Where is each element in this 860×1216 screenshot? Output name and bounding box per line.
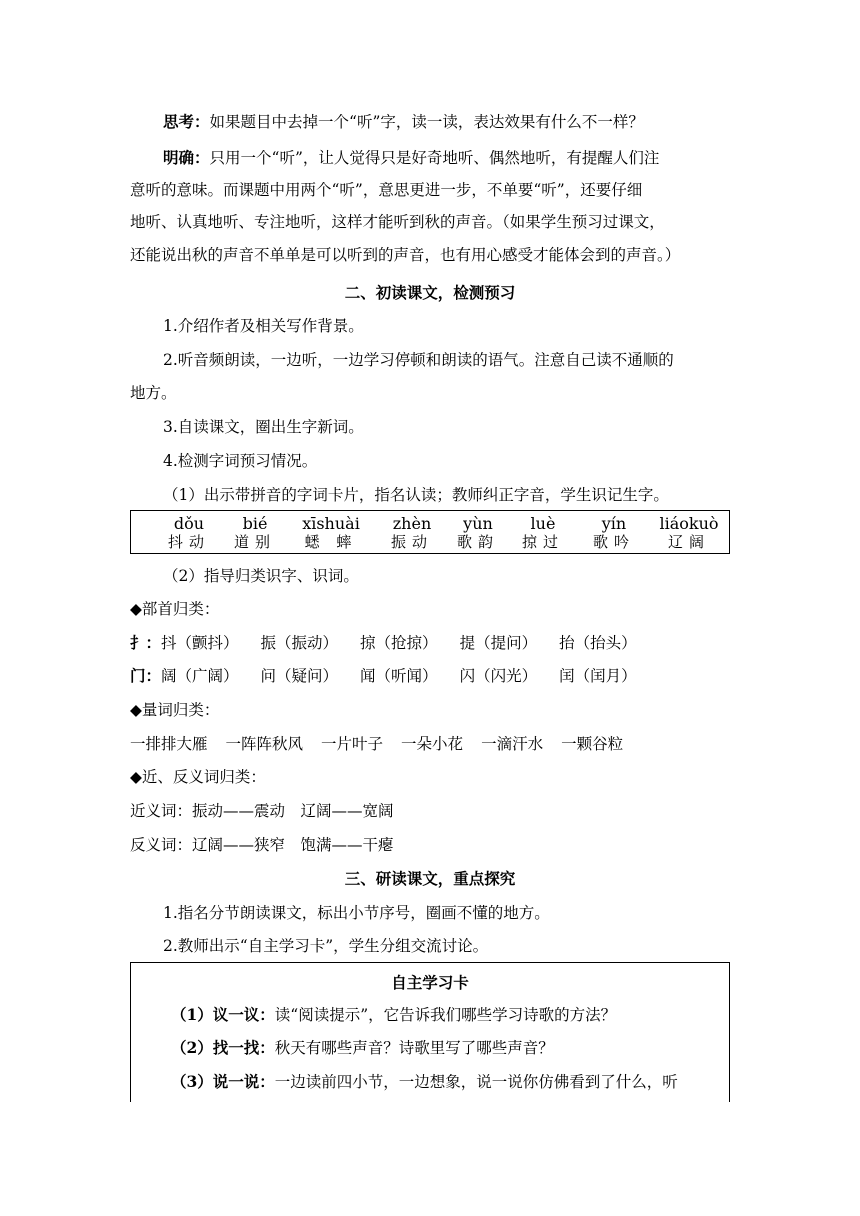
section-2-sub-1: （1）出示带拼音的字词卡片，指名认读；教师纠正字音，学生识记生字。 — [163, 486, 669, 504]
hanzi-text: 振动 — [390, 533, 433, 551]
self-study-card — [130, 962, 730, 1102]
pinyin-card — [159, 511, 219, 551]
pinyin-text: luè — [530, 514, 556, 533]
section-3-item-1: 1.指名分节朗读课文，标出小节序号，圈画不懂的地方。 — [163, 904, 550, 922]
clarify-line-4: 还能说出秋的声音不单单是可以听到的声音，也有用心感受才能体会到的声音。） — [130, 246, 681, 264]
hanzi-text: 蟋 蟀 — [304, 533, 358, 551]
card-row-label: （1）议一议： — [171, 1005, 275, 1024]
radical-word: 掠（抢掠） — [360, 634, 438, 652]
radical-word: 闪（闪光） — [459, 667, 538, 685]
measure-word: 一阵阵秋风 — [225, 735, 304, 753]
clarify-label: 明确： — [163, 148, 210, 167]
measure-word: 一颗谷粒 — [561, 735, 624, 753]
radical-row — [130, 666, 730, 686]
section-2-item-2-cont: 地方。 — [130, 384, 177, 402]
measure-row — [130, 734, 730, 754]
measure-heading: ◆量词归类： — [130, 701, 220, 719]
section-2-item-1: 1.介绍作者及相关写作背景。 — [163, 317, 364, 335]
measure-word: 一排排大雁 — [130, 735, 208, 753]
pinyin-text: xīshuài — [302, 514, 360, 533]
pinyin-text: bié — [242, 514, 268, 533]
pinyin-text: yín — [601, 514, 627, 533]
radical-word: 抖（颤抖） — [161, 634, 239, 652]
pinyin-card — [513, 511, 573, 551]
think-label: 思考： — [163, 112, 210, 131]
synonym-row: 近义词：振动——震动 辽阔——宽阔 — [130, 802, 394, 820]
radical-word: 闰（闰月） — [559, 667, 637, 685]
pinyin-card — [227, 511, 283, 551]
pinyin-card — [291, 511, 371, 551]
card-row-text: 一边读前四小节，一边想象，说一说你仿佛看到了什么，听 — [274, 1073, 678, 1091]
section-2-heading: 二、初读课文，检测预习 — [344, 283, 516, 302]
measure-word: 一片叶子 — [321, 735, 384, 753]
radical-row — [130, 633, 730, 653]
hanzi-text: 掠过 — [521, 533, 564, 551]
radical-word: 问（疑问） — [260, 667, 339, 685]
section-2-item-3: 3.自读课文，圈出生字新词。 — [163, 418, 364, 436]
radical-label: 扌： — [130, 633, 162, 652]
card-row — [171, 1036, 554, 1058]
section-2-item-2: 2.听音频朗读，一边听，一边学习停顿和朗读的语气。注意自己读不通顺的 — [163, 351, 674, 369]
radical-label: 门： — [130, 666, 162, 685]
radical-word: 振（振动） — [260, 634, 339, 652]
think-text: 如果题目中去掉一个“听”字，读一读，表达效果有什么不一样？ — [209, 113, 644, 131]
radical-word: 抬（抬头） — [559, 634, 637, 652]
hanzi-text: 歌韵 — [456, 533, 499, 551]
section-3-item-2: 2.教师出示“自主学习卡”，学生分组交流讨论。 — [163, 937, 489, 955]
section-2-item-4: 4.检测字词预习情况。 — [163, 452, 318, 470]
clarify-text-1: 只用一个“听”，让人觉得只是好奇地听、偶然地听，有提醒人们注 — [209, 149, 660, 167]
pinyin-card — [447, 511, 509, 551]
hanzi-text: 道别 — [233, 533, 276, 551]
card-title: 自主学习卡 — [391, 973, 469, 992]
card-row — [171, 1003, 616, 1025]
pinyin-text: yùn — [463, 514, 493, 533]
card-row-label: （3）说一说： — [171, 1072, 275, 1091]
hanzi-text: 辽阔 — [667, 533, 710, 551]
card-row — [171, 1070, 678, 1092]
clarify-line-3: 地听、认真地听、专注地听，这样才能听到秋的声音。（如果学生预习过课文， — [130, 213, 665, 231]
hanzi-text: 抖动 — [167, 533, 210, 551]
pinyin-text: zhèn — [392, 514, 432, 533]
pinyin-card-box — [130, 510, 730, 554]
pinyin-card — [381, 511, 443, 551]
section-3-heading: 三、研读课文，重点探究 — [344, 869, 516, 888]
radical-word: 提（提问） — [459, 634, 538, 652]
pinyin-card — [651, 511, 727, 551]
radical-heading: ◆部首归类： — [130, 600, 220, 618]
clarify-line-1 — [163, 148, 763, 168]
synonym-heading: ◆近、反义词归类： — [130, 768, 266, 786]
think-line — [163, 112, 763, 132]
card-row-label: （2）找一找： — [171, 1038, 275, 1057]
card-row-text: 读“阅读提示”，它告诉我们哪些学习诗歌的方法？ — [274, 1006, 617, 1024]
clarify-line-2: 意听的意味。而课题中用两个“听”，意思更进一步，不单要“听”，还要仔细 — [130, 181, 643, 199]
measure-word: 一朵小花 — [401, 735, 464, 753]
measure-word: 一滴汗水 — [481, 735, 544, 753]
hanzi-text: 歌吟 — [592, 533, 635, 551]
card-row-text: 秋天有哪些声音？诗歌里写了哪些声音？ — [274, 1039, 554, 1057]
pinyin-text: dǒu — [173, 514, 205, 533]
radical-word: 阔（广阔） — [161, 667, 239, 685]
pinyin-text: liáokuò — [659, 514, 719, 533]
pinyin-card — [583, 511, 645, 551]
antonym-row: 反义词：辽阔——狭窄 饱满——干瘪 — [130, 836, 394, 854]
section-2-sub-2: （2）指导归类识字、识词。 — [163, 567, 359, 585]
radical-word: 闻（听闻） — [360, 667, 438, 685]
